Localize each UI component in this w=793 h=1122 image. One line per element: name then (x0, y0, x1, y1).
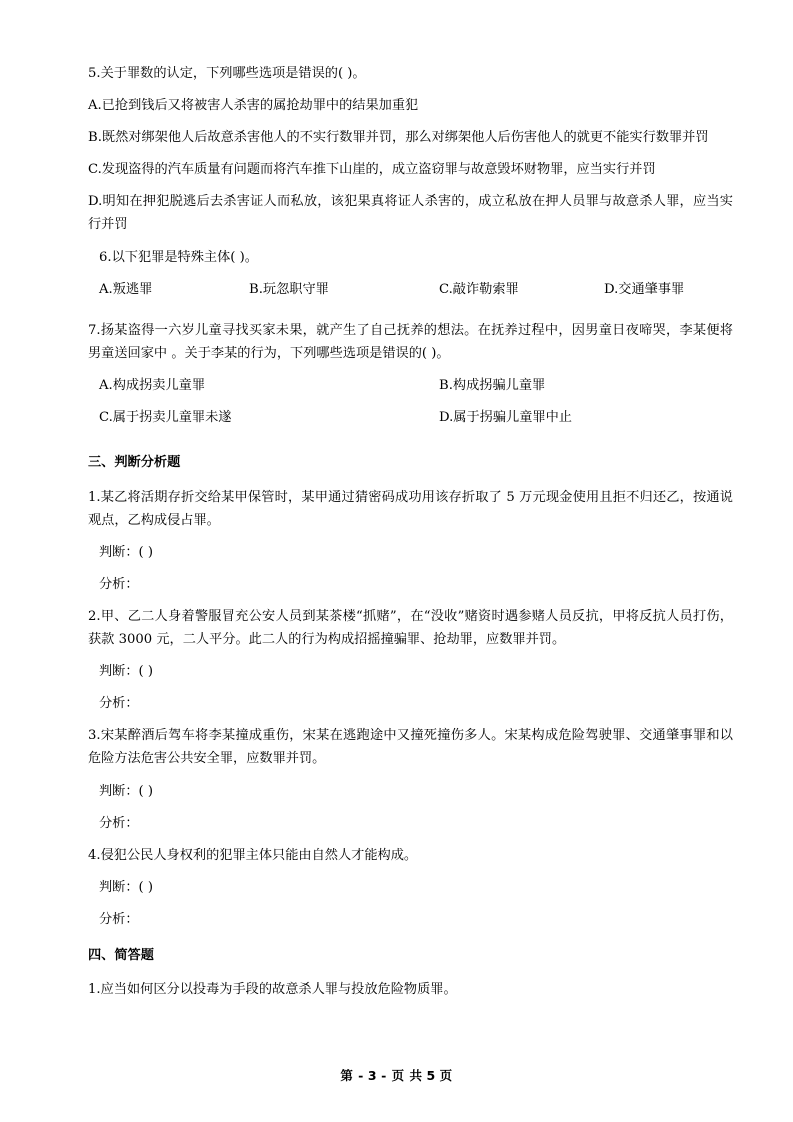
page-footer (0, 1066, 793, 1084)
question-5-stem: 5.关于罪数的认定，下列哪些选项是错误的( )。 (88, 66, 366, 81)
question-5-option-c: C.发现盗得的汽车质量有问题而将汽车推下山崖的，成立盗窃罪与故意毁坏财物罪，应当实行并罚 (88, 162, 656, 178)
question-7-option-d: D.属于拐骗儿童罪中止 (439, 410, 572, 426)
footer-suffix: - 页 共 (381, 1068, 423, 1083)
section-4-item-1: 1.应当如何区分以投毒为手段的故意杀人罪与投放危险物质罪。 (88, 982, 457, 998)
section-3-item-1-judge: 判断：( ) (99, 544, 154, 560)
question-6-stem: 6.以下犯罪是特殊主体( )。 (99, 249, 258, 265)
section-3-item-4-analysis: 分析： (99, 911, 139, 927)
footer-prefix: 第 - (340, 1068, 364, 1083)
question-5-option-a: A.已抢到钱后又将被害人杀害的属抢劫罪中的结果加重犯 (88, 98, 419, 114)
section-3-item-2-stem: 2.甲、乙二人身着警服冒充公安人员到某茶楼“抓赌”，在“没收”赌资时遇参赌人员反抗，甲将反抗人员打伤，获款 3000 元，二人平分。此二人的行为构成招摇撞骗罪、抢劫罪，应数罪并罚。 (88, 608, 733, 648)
footer-unit: 页 (439, 1068, 453, 1083)
page-content (88, 62, 733, 1011)
question-7-option-c: C.属于拐卖儿童罪未遂 (99, 410, 232, 426)
footer-page-number: 3 (367, 1068, 378, 1083)
question-5-option-d: D.明知在押犯脱逃后去杀害证人而私放，该犯果真将证人杀害的，成立私放在押人员罪与故意杀人罪，应当实行并罚 (88, 194, 733, 233)
question-5-option-b: B.既然对绑架他人后故意杀害他人的不实行数罪并罚，那么对绑架他人后伤害他人的就更不能实行数罪并罚 (88, 130, 709, 146)
question-7-option-b: B.构成拐骗儿童罪 (439, 377, 546, 393)
section-3-item-3-judge: 判断：( ) (99, 783, 154, 799)
question-6-option-a: A.叛逃罪 (99, 281, 153, 297)
question-6-option-c: C.敲诈勒索罪 (439, 281, 519, 297)
section-3-item-2-judge: 判断：( ) (99, 664, 154, 680)
question-7-option-a: A.构成拐卖儿童罪 (99, 377, 206, 393)
section-3-item-2-analysis: 分析： (99, 696, 139, 712)
section-3-item-1-analysis: 分析： (99, 576, 139, 592)
section-4-title: 四、简答题 (88, 947, 154, 963)
section-3-item-3-stem: 3.宋某醉酒后驾车将李某撞成重伤，宋某在逃跑途中又撞死撞伤多人。宋某构成危险驾驶罪、交通肇事罪和以危险方法危害公共安全罪，应数罪并罚。 (88, 728, 733, 767)
question-6-options (88, 278, 733, 310)
question-6-option-d: D.交通肇事罪 (604, 281, 685, 297)
question-7-stem: 7.扬某盗得一六岁儿童寻找买家未果，就产生了自己抚养的想法。在抚养过程中，因男童日夜啼哭，李某便将男童送回家中 。关于李某的行为，下列哪些选项是错误的( )。 (88, 322, 733, 361)
footer-total-pages: 5 (426, 1068, 436, 1083)
section-3-item-4-judge: 判断：( ) (99, 879, 154, 895)
section-3-item-1-stem: 1.某乙将活期存折交给某甲保管时，某甲通过猜密码成功用该存折取了 5 万元现金使用且拒不归还乙，按通说观点，乙构成侵占罪。 (88, 489, 733, 528)
question-6-option-b: B.玩忽职守罪 (249, 281, 329, 297)
section-3-title: 三、判断分析题 (88, 455, 181, 471)
section-3-item-3-analysis: 分析： (99, 815, 139, 831)
question-7-options (88, 374, 733, 438)
section-3-item-4-stem: 4.侵犯公民人身权利的犯罪主体只能由自然人才能构成。 (88, 847, 418, 863)
